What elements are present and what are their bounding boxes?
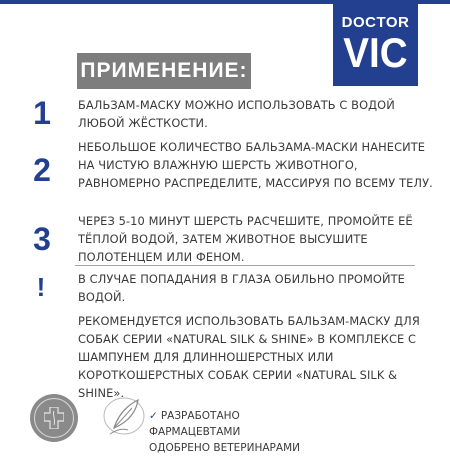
step-text-3: ЧЕРЕЗ 5-10 МИНУТ ШЕРСТЬ РАСЧЕШИТЕ, ПРОМОЙТЕ ЕЁ ТЁПЛОЙ ВОДОЙ, ЗАТЕМ ЖИВОТНОЕ ВЫСУШИТЕ ПОЛОТЕНЦЕМ ИЛИ ФЕНОМ. (78, 214, 413, 264)
badge-caption (149, 408, 329, 456)
pharma-quality-seal-icon (30, 394, 78, 442)
logo-line1: DOCTOR (341, 14, 410, 31)
warning-text: В СЛУЧАЕ ПОПАДАНИЯ В ГЛАЗА ОБИЛЬНО ПРОМОЙТЕ ВОДОЙ. (78, 272, 405, 304)
section-divider (75, 265, 415, 266)
badge-line1: ✓ РАЗРАБОТАНО ФАРМАЦЕВТАМИ (149, 410, 241, 438)
page-title: ПРИМЕНЕНИЕ: (77, 53, 251, 89)
check-icon: ✓ (149, 410, 158, 422)
logo-line2: VIC (343, 29, 408, 76)
feather-icon (102, 394, 146, 438)
step-number-3: 3 (33, 221, 51, 257)
warning-icon: ! (36, 272, 46, 302)
badge-line2: ОДОБРЕНО ВЕТЕРИНАРАМИ (149, 442, 300, 454)
step-text-1: БАЛЬЗАМ-МАСКУ МОЖНО ИСПОЛЬЗОВАТЬ С ВОДОЙ ЛЮБОЙ ЖЁСТКОСТИ. (78, 98, 395, 130)
step-number-2: 2 (33, 152, 51, 188)
brand-logo (333, 0, 418, 86)
step-text-2: НЕБОЛЬШОЕ КОЛИЧЕСТВО БАЛЬЗАМА-МАСКИ НАНЕСИТЕ НА ЧИСТУЮ ВЛАЖНУЮ ШЕРСТЬ ЖИВОТНОГО, РАВНОМЕРНО РАСПРЕДЕЛИТЕ, МАССИРУЯ ПО ВСЕМУ ТЕЛУ. (78, 140, 433, 190)
step-number-1: 1 (33, 95, 51, 131)
recommendation-text: РЕКОМЕНДУЕТСЯ ИСПОЛЬЗОВАТЬ БАЛЬЗАМ-МАСКУ ДЛЯ СОБАК СЕРИИ «NATURAL SILK & SHINE» В КОМПЛЕКСЕ С ШАМПУНЕМ ДЛЯ ДЛИННОШЕРСТНЫХ ИЛИ КОРОТКОШЕРСТНЫХ СОБАК СЕРИИ «NATURAL SILK & SHINE». (78, 314, 420, 400)
